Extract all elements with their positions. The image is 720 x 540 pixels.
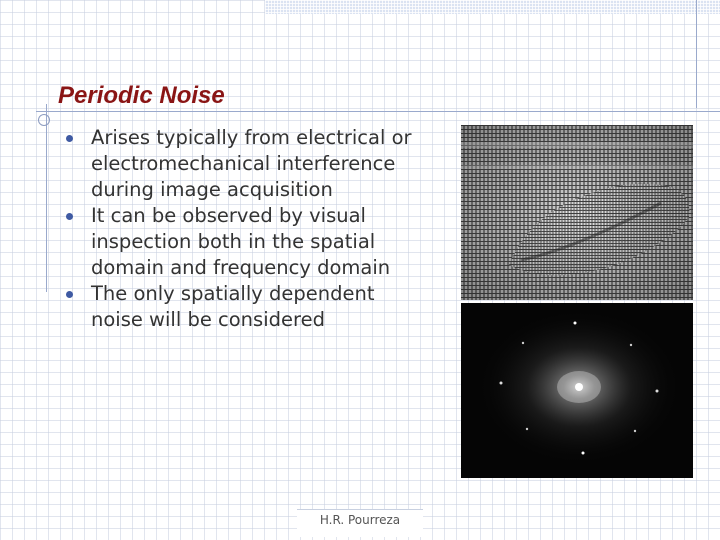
spectrum-image [461,303,693,478]
left-rule [46,104,47,292]
bullet-dot-icon [66,213,73,220]
bullet-text: It can be observed by visual inspection both in the spatial domain and frequency domain [91,204,391,279]
footer-author: H.R. Pourreza [297,509,423,537]
bullet-text: The only spatially dependent noise will be considered [91,282,375,331]
bullet-dot-icon [66,291,73,298]
bullet-item [62,125,422,203]
title-underline [36,111,720,112]
circle-ornament-icon [38,114,50,126]
bullet-item [62,281,422,333]
noisy-image [461,125,693,300]
header-decoration-band [265,0,720,14]
bullet-text: Arises typically from electrical or electromechanical interference during image acquisition [91,126,412,201]
bullet-item [62,203,422,281]
bullet-list [62,125,422,333]
header-decoration-line [696,0,697,108]
bullet-dot-icon [66,135,73,142]
slide-title: Periodic Noise [58,82,225,109]
